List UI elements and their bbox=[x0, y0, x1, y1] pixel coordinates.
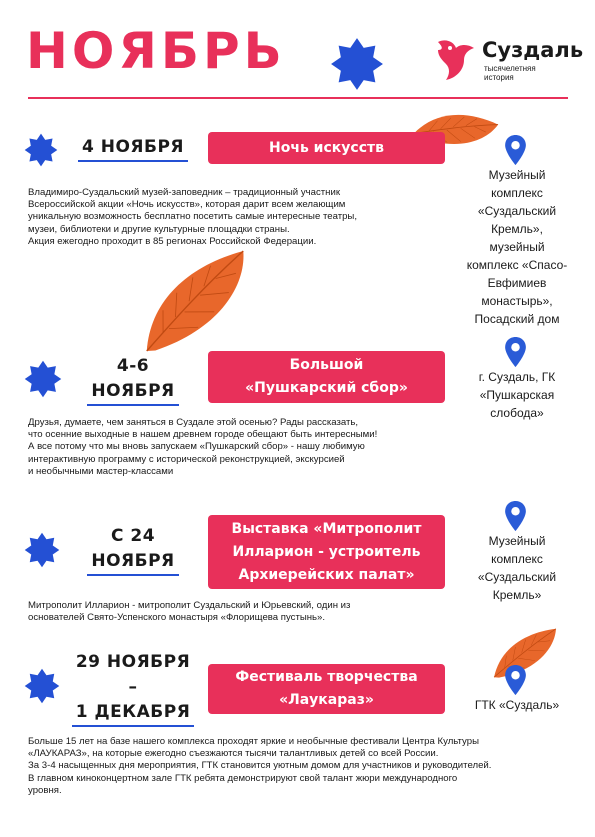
leaf-icon bbox=[116, 239, 273, 363]
event-location: ГТК «Суздаль» bbox=[474, 698, 560, 712]
event-description: Друзья, думаете, чем заняться в Суздале этой осенью? Рады рассказать, что осенние выходные в нашем древнем городе обещают быть интересными! А все потому что мы вновь запускаем «Пушкарский сбор» - нашу любимую интерактивную программу с исторической реконструкцией, экскурсией и необычными мастер-классами bbox=[28, 417, 378, 477]
event-date: С 24 НОЯБРЯ bbox=[78, 524, 188, 576]
bird-logo-icon bbox=[434, 36, 476, 82]
page-title: НОЯБРЬ bbox=[26, 22, 286, 80]
star-icon bbox=[24, 360, 62, 398]
event-date: 29 НОЯБРЯ – 1 ДЕКАБРЯ bbox=[70, 650, 196, 727]
location-pin-icon bbox=[504, 336, 527, 368]
event-description: Владимиро-Суздальский музей-заповедник – традиционный участник Всероссийской акции «Ночь искусств», которая дарит всем желающим уникальную возможность бесплатно посетить самые интересные театры, музеи, библиотеки и другие культурные площадки страны. Акция ежегодно проходит в 85 регионах Российской Федерации. bbox=[28, 187, 357, 247]
star-icon bbox=[24, 133, 58, 167]
event-date: 4 НОЯБРЯ bbox=[68, 135, 198, 162]
event-location: Музейный комплекс «Суздальский Кремль», музейный комплекс «Спасо- Евфимиев монастырь», Посадский дом bbox=[466, 168, 568, 326]
logo-wordmark: Суздаль bbox=[482, 38, 584, 62]
event-description: Митрополит Илларион - митрополит Суздальский и Юрьевский, один из основателей Свято-Успенского монастыря «Флорищева пустынь». bbox=[28, 600, 351, 624]
location-pin-icon bbox=[504, 664, 527, 696]
header-divider bbox=[28, 97, 568, 99]
event-location: г. Суздаль, ГК «Пушкарская слобода» bbox=[478, 370, 556, 420]
event-title-badge: Фестиваль творчества «Лаукараз» bbox=[208, 664, 445, 714]
location-pin-icon bbox=[504, 500, 527, 532]
location-pin-icon bbox=[504, 134, 527, 166]
star-icon bbox=[330, 37, 384, 91]
event-title-badge: Большой «Пушкарский сбор» bbox=[208, 351, 445, 403]
star-icon bbox=[24, 668, 60, 704]
logo-tagline: тысячелетняя история bbox=[484, 64, 536, 82]
event-title-badge: Выставка «Митрополит Илларион - устроитель Архиерейских палат» bbox=[208, 515, 445, 589]
logo bbox=[434, 34, 584, 86]
event-date: 4-6 НОЯБРЯ bbox=[78, 354, 188, 406]
event-title-badge: Ночь искусств bbox=[208, 132, 445, 164]
event-description: Больше 15 лет на базе нашего комплекса проходят яркие и необычные фестивали Центра Культуры «ЛАУКАРАЗ», на которые ежегодно съезжаются тысячи талантливых детей со всей России. За 3-4 насыщенных дня мероприятия, ГТК становится уютным домом для участников и руководителей. В главном киноконцертном зале ГТК ребята демонстрируют свой талант жюри международного уровня. bbox=[28, 736, 492, 796]
event-location: Музейный комплекс «Суздальский Кремль» bbox=[477, 534, 557, 602]
star-icon bbox=[24, 532, 60, 568]
